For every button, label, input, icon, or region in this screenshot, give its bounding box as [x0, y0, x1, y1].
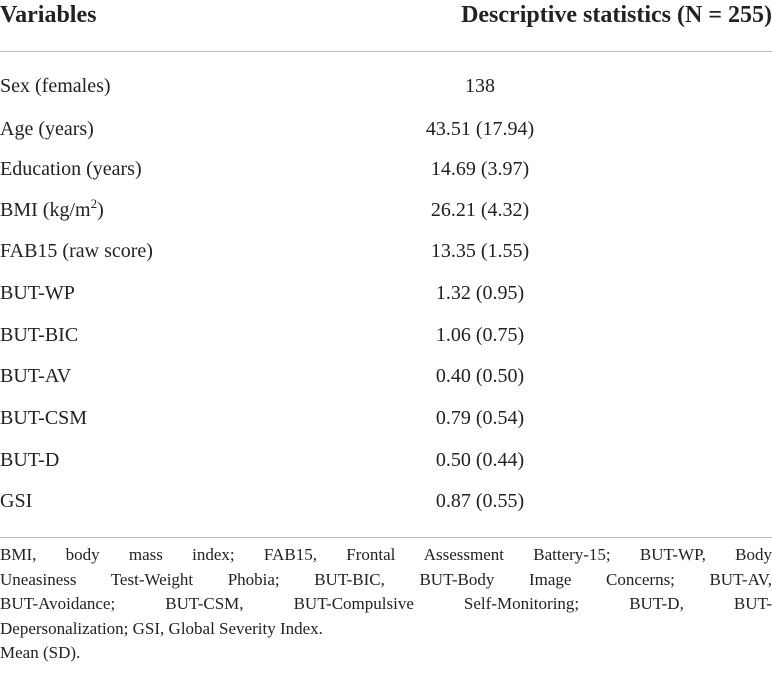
column-header-variables: Variables	[0, 2, 97, 28]
row-label: BUT-BIC	[0, 324, 79, 346]
row-label: Sex (females)	[0, 75, 111, 97]
footnote-line: Uneasiness Test-Weight Phobia; BUT-BIC, BUT-Body Image Concerns; BUT-AV,	[0, 569, 772, 589]
table-row: Age (years) 43.51 (17.94)	[0, 118, 535, 140]
footnote-line: BUT-Avoidance; BUT-CSM, BUT-Compulsive Self-Monitoring; BUT-D, BUT-	[0, 594, 772, 613]
table-header	[0, 0, 772, 50]
row-label: GSI	[0, 490, 33, 512]
table-row: BUT-CSM 0.79 (0.54)	[0, 407, 525, 429]
table-row: FAB15 (raw score) 13.35 (1.55)	[0, 240, 530, 262]
footnote-line: Depersonalization; GSI, Global Severity Index.	[0, 618, 323, 638]
row-label: BUT-D	[0, 449, 60, 471]
row-label: Education (years)	[0, 158, 142, 180]
row-label: Age (years)	[0, 118, 94, 140]
header-divider	[0, 51, 772, 52]
row-label: FAB15 (raw score)	[0, 240, 153, 262]
row-label: BUT-CSM	[0, 407, 88, 429]
row-label: BMI $(kg/m^2)$	[0, 196, 104, 221]
table-row: GSI 0.87 (0.55)	[0, 490, 525, 512]
table-row: Education (years) 14.69 (3.97)	[0, 158, 530, 180]
row-label: BUT-AV	[0, 365, 72, 387]
table-row: BMI $(kg/m^2)$ 26.21 (4.32)	[0, 196, 530, 221]
table-bottom-divider	[0, 537, 772, 538]
table-row: BUT-WP 1.32 (0.95)	[0, 282, 525, 304]
column-header-statistics: Descriptive statistics (N = 255)	[461, 2, 772, 28]
table-row: BUT-AV 0.40 (0.50)	[0, 365, 525, 387]
table-row: Sex (females) 138	[0, 75, 495, 97]
footnote-note: Mean (SD).	[0, 643, 81, 662]
table-footnote	[0, 543, 772, 666]
table-row: BUT-D 0.50 (0.44)	[0, 449, 525, 471]
footnote-line: BMI, body mass index; FAB15, Frontal Assessment Battery-15; BUT-WP, Body	[0, 545, 772, 564]
row-label: BUT-WP	[0, 282, 75, 304]
table-row: BUT-BIC 1.06 (0.75)	[0, 324, 525, 346]
